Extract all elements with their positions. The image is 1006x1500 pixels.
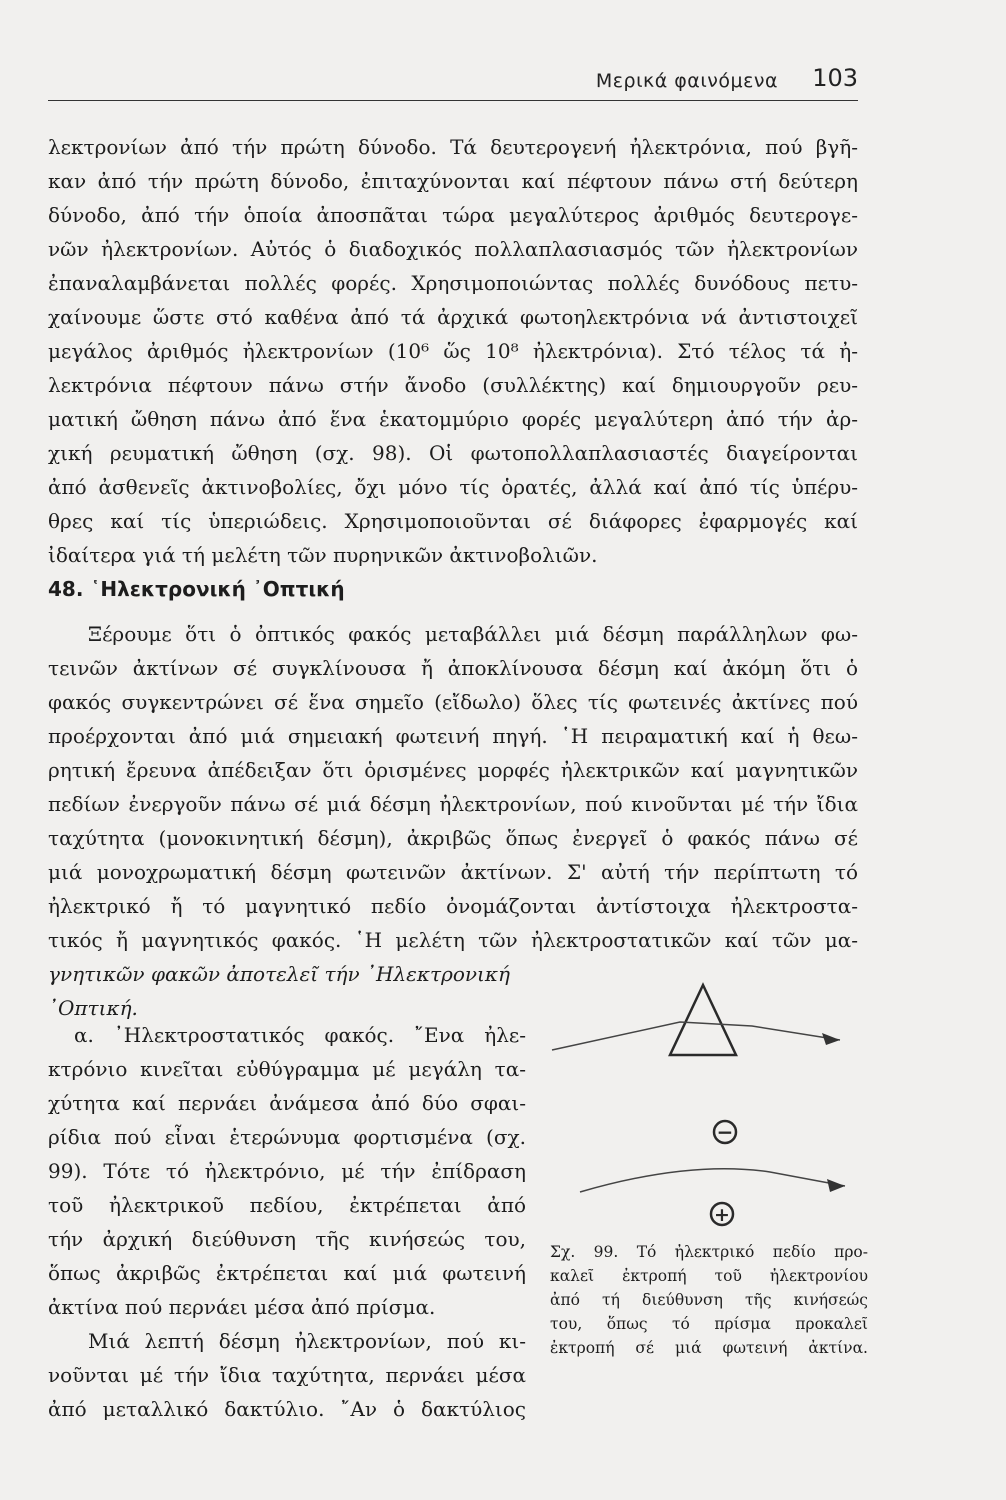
text-line: ὅπως ἀκριβῶς ἐκτρέπεται καί μιά φωτεινή xyxy=(48,1261,526,1285)
text-line: πεδίων ἐνεργοῦν πάνω σέ μιά δέσμη ἠλεκτρονίων, πού κινοῦνται μέ τήν ἴδια xyxy=(48,792,858,816)
plus-sign: + xyxy=(714,1204,730,1226)
text-line: ἀπό μεταλλικό δακτύλιο. ῎Αν ὁ δακτύλιος xyxy=(48,1397,526,1421)
text-line: νοῦνται μέ τήν ἴδια ταχύτητα, περνάει μέσα xyxy=(48,1363,526,1387)
paragraph-photomultiplier xyxy=(48,130,858,572)
text-line: 99). Τότε τό ἠλεκτρόνιο, μέ τήν ἐπίδραση xyxy=(48,1159,526,1183)
light-ray xyxy=(552,1022,840,1050)
text-line: μεγάλος ἀριθμός ἠλεκτρονίων (10⁶ ὥς 10⁸ ἠλεκτρόνια). Στό τέλος τά ἠ- xyxy=(48,339,858,363)
figure-99-diagram xyxy=(540,960,880,1240)
text-line: φακός συγκεντρώνει σέ ἕνα σημεῖο (εἴδωλο) ὅλες τίς φωτεινές ἀκτίνες πού xyxy=(48,690,858,714)
text-line: ματική ὤθηση πάνω ἀπό ἕνα ἑκατομμύριο φορές μεγαλύτερη ἀπό τήν ἀρ- xyxy=(48,407,858,431)
page-number: 103 xyxy=(812,64,858,92)
figure-caption xyxy=(550,1240,868,1360)
text-line: δύνοδο, ἀπό τήν ὁποία ἀποσπᾶται τώρα μεγαλύτερος ἀριθμός δευτερογε- xyxy=(48,203,858,227)
text-line: ᾿Οπτική. xyxy=(48,996,138,1020)
text-line: τοῦ ἠλεκτρικοῦ πεδίου, ἐκτρέπεται ἀπό xyxy=(48,1193,526,1217)
text-line: ἀκτίνα πού περνάει μέσα ἀπό πρίσμα. xyxy=(48,1295,436,1319)
text-line: τικός ἤ μαγνητικός φακός. ῾Η μελέτη τῶν ἠλεκτροστατικῶν καί τῶν μα- xyxy=(48,928,858,952)
text-line: καν ἀπό τήν πρώτη δύνοδο, ἐπιταχύνονται καί πέφτουν πάνω στή δεύτερη xyxy=(48,169,858,193)
caption-line: ἀπό τή διεύθυνση τῆς κινήσεώς xyxy=(550,1291,868,1309)
text-line: Ξέρουμε ὅτι ὁ ὀπτικός φακός μεταβάλλει μιά δέσμη παράλληλων φω- xyxy=(88,622,858,646)
text-line: μιά μονοχρωματική δέσμη φωτεινῶν ἀκτίνων. Σ' αὐτή τήν περίπτωτη τό xyxy=(48,860,858,884)
text-line: κτρόνιο κινεῖται εὐθύγραμμα μέ μεγάλη τα- xyxy=(48,1057,526,1081)
text-line: θρες καί τίς ὑπεριώδεις. Χρησιμοποιοῦνται σέ διάφορες ἐφαρμογές καί xyxy=(48,509,858,533)
text-line: ἐπαναλαμβάνεται πολλές φορές. Χρησιμοποιώντας πολλές δυνόδους πετυ- xyxy=(48,271,858,295)
text-line: χική ρευματική ὤθηση (σχ. 98). Οἱ φωτοπολλαπλασιαστές διαγείρονται xyxy=(48,441,858,465)
prism-triangle xyxy=(670,985,736,1055)
paragraph-electron-beam-ring xyxy=(48,1324,526,1426)
running-title: Μερικά φαινόμενα xyxy=(595,70,778,92)
page-header xyxy=(48,64,858,101)
text-line: ρητική ἔρευνα ἀπέδειξαν ὅτι ὁρισμένες μορφές ἠλεκτρικῶν καί μαγνητικῶν xyxy=(48,758,858,782)
caption-line: του, ὅπως τό πρίσμα προκαλεῖ xyxy=(550,1315,868,1333)
text-line: ἠλεκτρικό ἤ τό μαγνητικό πεδίο ὀνομάζονται ἀντίστοιχα ἠλεκτροστα- xyxy=(48,894,858,918)
text-line: τεινῶν ἀκτίνων σέ συγκλίνουσα ἤ ἀποκλίνουσα δέσμη καί ἀκόμη ὅτι ὁ xyxy=(48,656,858,680)
paragraph-electrostatic-lens xyxy=(48,1018,526,1324)
caption-line: ἐκτροπή σέ μιά φωτεινή ἀκτίνα. xyxy=(550,1339,868,1357)
section-heading: 48. ῾Ηλεκτρονική ᾿Οπτική xyxy=(48,577,345,601)
text-line: προέρχονται ἀπό μιά σημειακή φωτεινή πηγή. ῾Η πειραματική καί ἡ θεω- xyxy=(48,724,858,748)
text-line: ρίδια πού εἶναι ἑτερώνυμα φορτισμένα (σχ. xyxy=(48,1125,526,1149)
text-line: νῶν ἠλεκτρονίων. Αὐτός ὁ διαδοχικός πολλαπλασιασμός τῶν ἠλεκτρονίων xyxy=(48,237,858,261)
minus-sign: − xyxy=(716,1120,734,1144)
electron-path-arrowhead xyxy=(827,1179,845,1192)
text-line: γνητικῶν φακῶν ἀποτελεῖ τήν ᾿Ηλεκτρονική xyxy=(48,962,510,986)
text-line: τήν ἀρχική διεύθυνση τῆς κινήσεώς του, xyxy=(48,1227,526,1251)
text-line: χαίνουμε ὥστε στό καθένα ἀπό τά ἀρχικά φωτοηλεκτρόνια νά ἀντιστοιχεῖ xyxy=(48,305,858,329)
text-line: ἀπό ἀσθενεῖς ἀκτινοβολίες, ὄχι μόνο τίς ὁρατές, ἀλλά καί ἀπό τίς ὑπέρυ- xyxy=(48,475,858,499)
caption-line: Σχ. 99. Τό ἠλεκτρικό πεδίο προ- xyxy=(550,1243,868,1261)
text-line: λεκτρονίων ἀπό τήν πρώτη δύνοδο. Τά δευτερογενή ἠλεκτρόνια, πού βγῆ- xyxy=(48,135,858,159)
text-line: λεκτρόνια πέφτουν πάνω στήν ἄνοδο (συλλέκτης) καί δημιουργοῦν ρευ- xyxy=(48,373,858,397)
text-line: α. ᾿Ηλεκτροστατικός φακός. ῎Ενα ἠλε- xyxy=(74,1023,526,1047)
text-line: χύτητα καί περνάει ἀνάμεσα ἀπό δύο σφαι- xyxy=(48,1091,526,1115)
light-ray-arrowhead xyxy=(822,1033,840,1045)
text-line: Μιά λεπτή δέσμη ἠλεκτρονίων, πού κι- xyxy=(88,1329,526,1353)
caption-line: καλεῖ ἐκτροπή τοῦ ἠλεκτρονίου xyxy=(550,1267,868,1285)
text-line: ἰδαίτερα γιά τή μελέτη τῶν πυρηνικῶν ἀκτινοβολιῶν. xyxy=(48,543,598,567)
electron-path xyxy=(580,1169,845,1192)
text-line: ταχύτητα (μονοκινητική δέσμη), ἀκριβῶς ὅπως ἐνεργεῖ ὁ φακός πάνω σέ xyxy=(48,826,858,850)
